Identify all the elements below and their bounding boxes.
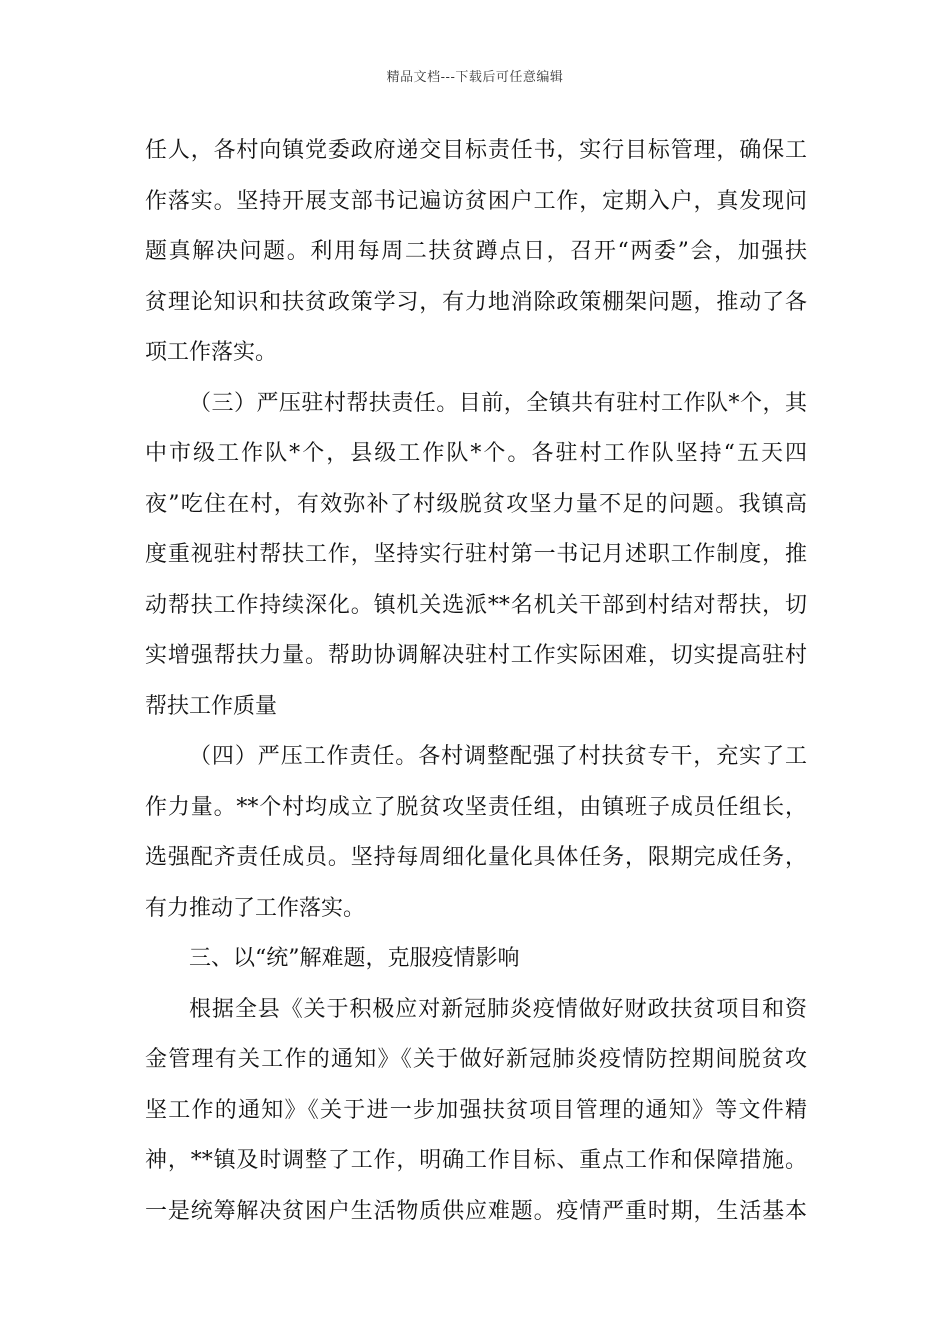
text-line: 项工作落实。 — [145, 340, 278, 365]
document-body — [145, 126, 807, 1237]
text-line: 任人，各村向镇党委政府递交目标责任书，实行目标管理，确保工 — [145, 138, 807, 163]
text-line: 动帮扶工作持续深化。镇机关选派**名机关干部到村结对帮扶，切 — [145, 592, 807, 618]
text-line: 有力推动了工作落实。 — [145, 895, 366, 921]
text-line: 帮扶工作质量 — [145, 693, 278, 719]
text-line: 金管理有关工作的通知》《关于做好新冠肺炎疫情防控期间脱贫攻 — [145, 1047, 807, 1072]
text-line: 神，**镇及时调整了工作，明确工作目标、重点工作和保障措施。 — [145, 1148, 807, 1173]
page-header: 精品文档---下载后可任意编辑 — [386, 70, 564, 85]
text-line: 题真解决问题。利用每周二扶贫蹲点日，召开“两委”会，加强扶 — [145, 239, 807, 264]
text-line: 作力量。**个村均成立了脱贫攻坚责任组，由镇班子成员任组长， — [145, 794, 807, 820]
text-line: 夜”吃住在村，有效弥补了村级脱贫攻坚力量不足的问题。我镇高 — [145, 491, 807, 517]
text-line: 中市级工作队*个，县级工作队*个。各驻村工作队坚持“五天四 — [145, 441, 807, 466]
text-line: 度重视驻村帮扶工作，坚持实行驻村第一书记月述职工作制度，推 — [145, 542, 807, 567]
text-line: 贫理论知识和扶贫政策学习，有力地消除政策棚架问题，推动了各 — [145, 289, 807, 315]
section-heading: 三、以“统”解难题，克服疫情影响 — [189, 946, 520, 971]
text-line: 根据全县《关于积极应对新冠肺炎疫情做好财政扶贫项目和资 — [189, 996, 807, 1022]
text-line: 选强配齐责任成员。坚持每周细化量化具体任务，限期完成任务， — [145, 845, 807, 870]
text-line: 实增强帮扶力量。帮助协调解决驻村工作实际困难，切实提高驻村 — [145, 643, 807, 668]
text-line: （三）严压驻村帮扶责任。目前，全镇共有驻村工作队*个，其 — [189, 390, 807, 416]
text-line: 作落实。坚持开展支部书记遍访贫困户工作，定期入户，真发现问 — [145, 188, 807, 214]
text-line: （四）严压工作责任。各村调整配强了村扶贫专干，充实了工 — [189, 744, 807, 769]
text-line: 坚工作的通知》《关于进一步加强扶贫项目管理的通知》等文件精 — [145, 1097, 807, 1123]
text-line: 一是统筹解决贫困户生活物质供应难题。疫情严重时期，生活基本 — [145, 1198, 807, 1224]
